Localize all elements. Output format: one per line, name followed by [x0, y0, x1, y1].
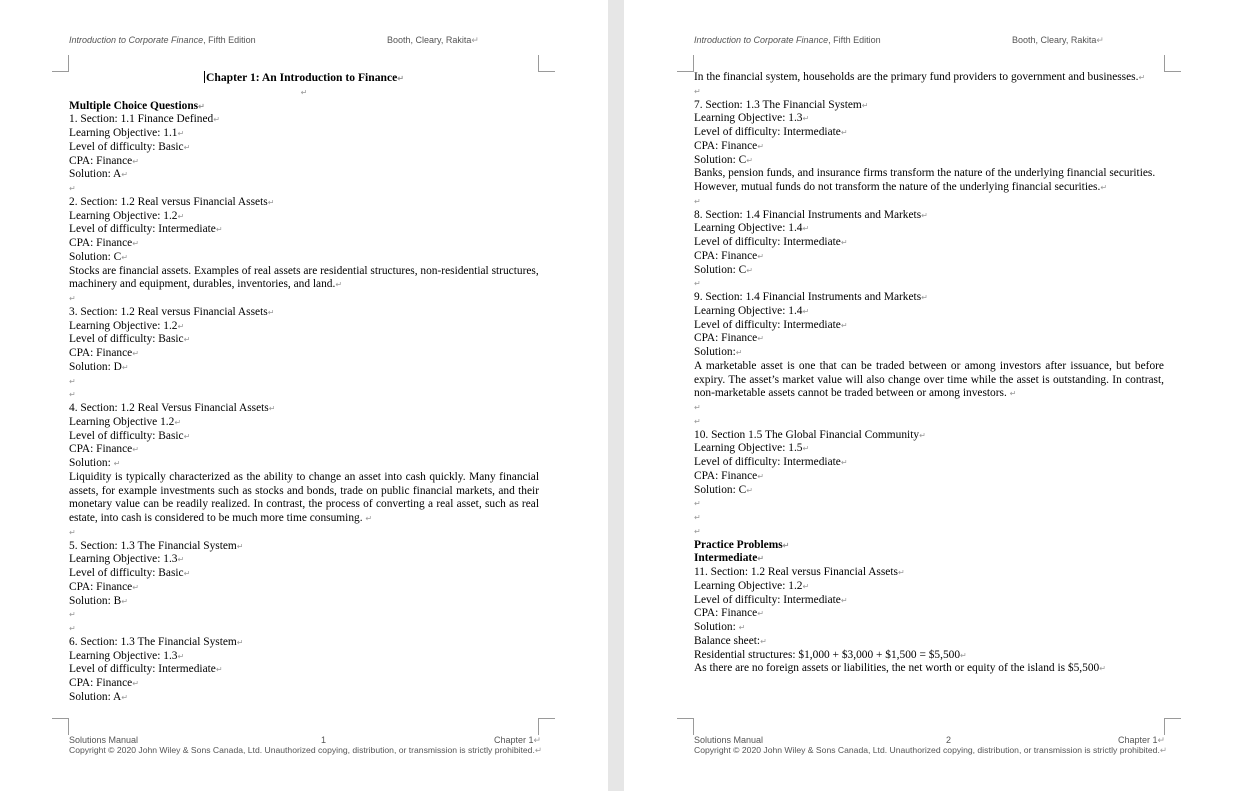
- footer-chapter: Chapter 1↵: [1118, 735, 1166, 745]
- line-text: Learning Objective: 1.3 ↵: [69, 553, 184, 565]
- crop-mark-bottom-left: [677, 718, 694, 735]
- line-text: Level of difficulty: Intermediate ↵: [694, 126, 848, 138]
- footer-chapter: Chapter 1↵: [494, 735, 542, 745]
- line-text: 6. Section: 1.3 The Financial System ↵: [69, 636, 244, 648]
- line-text: Solution: A ↵: [69, 691, 128, 703]
- text-paragraph: [694, 167, 1164, 195]
- footer-copyright: Copyright © 2020 John Wiley & Sons Canada, Ltd. Unauthorized copying, distribution, or transmission is strictly prohibited.↵: [694, 745, 1168, 755]
- chapter-title: [69, 71, 539, 86]
- line-text: 1. Section: 1.1 Finance Defined ↵: [69, 113, 220, 125]
- line-text: [694, 195, 701, 207]
- empty-paragraph: [69, 622, 539, 636]
- text-line: [69, 237, 539, 251]
- line-text: Learning Objective: 1.2 ↵: [69, 210, 184, 222]
- header-authors: Booth, Cleary, Rakita↵: [1012, 35, 1104, 45]
- text-line: [694, 649, 1164, 663]
- text-line: [694, 552, 1164, 566]
- text-line: [69, 663, 539, 677]
- document-page-2[interactable]: [624, 0, 1234, 791]
- line-text: [69, 375, 76, 387]
- text-cursor: [204, 71, 205, 83]
- line-text: Learning Objective: 1.3 ↵: [69, 650, 184, 662]
- footer-chapter-text: Chapter 1: [1118, 735, 1158, 745]
- empty-paragraph: [694, 525, 1164, 539]
- line-text: Level of difficulty: Basic ↵: [69, 567, 190, 579]
- line-text: Solution: ↵: [694, 621, 745, 633]
- text-line: [694, 264, 1164, 278]
- empty-paragraph: [694, 415, 1164, 429]
- text-line: [69, 595, 539, 609]
- header-edition: , Fifth Edition: [203, 35, 256, 45]
- crop-mark-bottom-right: [538, 718, 555, 735]
- line-text: Stocks are financial assets. Examples of real assets are residential structures, non-residential structures, machinery and equipment, durables, inventories, and land. ↵: [69, 265, 539, 291]
- text-line: [69, 347, 539, 361]
- crop-mark-bottom-left: [52, 718, 69, 735]
- text-line: [694, 99, 1164, 113]
- line-text: Solution: ↵: [69, 457, 120, 469]
- text-line: [694, 470, 1164, 484]
- line-text: Learning Objective: 1.1 ↵: [69, 127, 184, 139]
- header-authors-text: Booth, Cleary, Rakita: [387, 35, 472, 45]
- text-line: [69, 251, 539, 265]
- text-line: [694, 222, 1164, 236]
- text-paragraph: [69, 471, 539, 526]
- line-text: Solution: ↵: [694, 346, 742, 358]
- line-text: 2. Section: 1.2 Real versus Financial Assets ↵: [69, 196, 274, 208]
- empty-paragraph: [694, 497, 1164, 511]
- text-line: [694, 209, 1164, 223]
- line-text: CPA: Finance ↵: [694, 607, 764, 619]
- crop-mark-top-left: [677, 55, 694, 72]
- line-text: CPA: Finance ↵: [694, 332, 764, 344]
- text-line: [69, 430, 539, 444]
- text-line: [694, 429, 1164, 443]
- crop-mark-top-left: [52, 55, 69, 72]
- text-line: [694, 580, 1164, 594]
- line-text: [694, 401, 701, 413]
- footer-copyright-text: Copyright © 2020 John Wiley & Sons Canada, Ltd. Unauthorized copying, distribution, or transmission is strictly prohibited.: [694, 745, 1160, 755]
- text-line: [694, 332, 1164, 346]
- line-text: Residential structures: $1,000 + $3,000 + $1,500 = $5,500 ↵: [694, 649, 967, 661]
- header-book-title: [69, 35, 256, 45]
- empty-paragraph: [694, 85, 1164, 99]
- line-text: Level of difficulty: Basic ↵: [69, 333, 190, 345]
- line-text: Level of difficulty: Intermediate ↵: [69, 663, 223, 675]
- text-line: [69, 402, 539, 416]
- page-body[interactable]: [69, 71, 539, 705]
- empty-paragraph: [69, 86, 539, 100]
- header-title-italic: Introduction to Corporate Finance: [694, 35, 829, 45]
- line-text: Solution: B ↵: [69, 595, 128, 607]
- empty-paragraph: [694, 277, 1164, 291]
- text-line: [69, 141, 539, 155]
- crop-mark-bottom-right: [1164, 718, 1181, 735]
- text-line: [69, 636, 539, 650]
- text-line: [69, 361, 539, 375]
- line-text: Learning Objective: 1.3 ↵: [694, 112, 809, 124]
- line-text: Solution: C ↵: [69, 251, 128, 263]
- line-text: Level of difficulty: Intermediate ↵: [694, 319, 848, 331]
- document-page-1[interactable]: [0, 0, 608, 791]
- text-paragraph: [694, 360, 1164, 401]
- line-text: [694, 525, 701, 537]
- chapter-title-text: Chapter 1: An Introduction to Finance ↵: [206, 71, 404, 84]
- line-text: Learning Objective: 1.2 ↵: [694, 580, 809, 592]
- line-text: 5. Section: 1.3 The Financial System ↵: [69, 540, 244, 552]
- line-text: Learning Objective: 1.4 ↵: [694, 305, 809, 317]
- line-text: CPA: Finance ↵: [69, 347, 139, 359]
- line-text: CPA: Finance ↵: [69, 155, 139, 167]
- line-text: [69, 292, 76, 304]
- footer-chapter-text: Chapter 1: [494, 735, 534, 745]
- text-line: [69, 443, 539, 457]
- footer-copyright: Copyright © 2020 John Wiley & Sons Canada, Ltd. Unauthorized copying, distribution, or transmission is strictly prohibited.↵: [69, 745, 543, 755]
- empty-paragraph: [694, 511, 1164, 525]
- empty-paragraph: [694, 401, 1164, 415]
- line-text: CPA: Finance ↵: [69, 677, 139, 689]
- line-text: CPA: Finance ↵: [694, 250, 764, 262]
- line-text: [694, 277, 701, 289]
- line-text: CPA: Finance ↵: [69, 443, 139, 455]
- line-text: Intermediate ↵: [694, 552, 764, 564]
- text-line: [69, 677, 539, 691]
- line-text: Learning Objective 1.2 ↵: [69, 416, 181, 428]
- line-text: Level of difficulty: Intermediate ↵: [69, 223, 223, 235]
- empty-paragraph: [69, 375, 539, 389]
- header-edition: , Fifth Edition: [828, 35, 881, 45]
- line-text: Level of difficulty: Intermediate ↵: [694, 236, 848, 248]
- crop-mark-top-right: [538, 55, 555, 72]
- line-text: [69, 608, 76, 620]
- line-text: [694, 511, 701, 523]
- text-line: [694, 635, 1164, 649]
- text-line: [694, 291, 1164, 305]
- empty-paragraph: [69, 292, 539, 306]
- line-text: [694, 85, 701, 97]
- text-line: [694, 236, 1164, 250]
- empty-paragraph: [69, 388, 539, 402]
- line-text: [69, 622, 76, 634]
- line-text: Practice Problems ↵: [694, 539, 789, 551]
- empty-paragraph: [69, 182, 539, 196]
- line-text: CPA: Finance ↵: [694, 470, 764, 482]
- line-text: 7. Section: 1.3 The Financial System ↵: [694, 99, 869, 111]
- empty-paragraph: [694, 195, 1164, 209]
- line-text: As there are no foreign assets or liabilities, the net worth or equity of the island is $5,500 ↵: [694, 662, 1106, 674]
- text-line: [69, 210, 539, 224]
- text-line: [694, 154, 1164, 168]
- line-text: CPA: Finance ↵: [69, 237, 139, 249]
- text-line: [69, 155, 539, 169]
- text-line: [69, 113, 539, 127]
- text-line: [69, 540, 539, 554]
- text-line: [69, 333, 539, 347]
- footer-copyright-text: Copyright © 2020 John Wiley & Sons Canada, Ltd. Unauthorized copying, distribution, or transmission is strictly prohibited.: [69, 745, 535, 755]
- text-line: [69, 553, 539, 567]
- header-authors-text: Booth, Cleary, Rakita: [1012, 35, 1097, 45]
- line-text: [69, 182, 76, 194]
- text-line: [694, 250, 1164, 264]
- header-title-italic: Introduction to Corporate Finance: [69, 35, 204, 45]
- empty-paragraph: [69, 608, 539, 622]
- text-line: [69, 196, 539, 210]
- text-line: [69, 320, 539, 334]
- line-text: Learning Objective: 1.5 ↵: [694, 442, 809, 454]
- text-line: [694, 484, 1164, 498]
- text-line: [69, 223, 539, 237]
- line-text: 4. Section: 1.2 Real Versus Financial Assets ↵: [69, 402, 275, 414]
- line-text: [694, 497, 701, 509]
- footer-left: Solutions Manual: [694, 735, 764, 745]
- line-text: CPA: Finance ↵: [694, 140, 764, 152]
- page2-content: [694, 71, 1164, 676]
- text-line: [694, 140, 1164, 154]
- line-text: Multiple Choice Questions ↵: [69, 100, 205, 112]
- text-line: [69, 567, 539, 581]
- text-line: [694, 319, 1164, 333]
- text-line: [69, 100, 539, 114]
- text-line: [69, 581, 539, 595]
- text-line: [69, 168, 539, 182]
- line-text: Solution: D ↵: [69, 361, 129, 373]
- footer-page-number: 2: [946, 735, 952, 745]
- text-line: [694, 305, 1164, 319]
- text-line: [694, 621, 1164, 635]
- text-line: [694, 594, 1164, 608]
- text-line: [694, 442, 1164, 456]
- text-line: [69, 306, 539, 320]
- line-text: 11. Section: 1.2 Real versus Financial Assets ↵: [694, 566, 905, 578]
- crop-mark-top-right: [1164, 55, 1181, 72]
- line-text: Banks, pension funds, and insurance firms transform the nature of the underlying financial securities. However, mutual funds do not transform the nature of the underlying financial securities. ↵: [694, 167, 1155, 193]
- text-paragraph: [69, 265, 539, 293]
- line-text: Level of difficulty: Basic ↵: [69, 141, 190, 153]
- text-line: [694, 126, 1164, 140]
- line-text: [69, 388, 76, 400]
- line-text: Solution: C ↵: [694, 484, 753, 496]
- empty-paragraph: [69, 526, 539, 540]
- footer-page-number: 1: [321, 735, 327, 745]
- text-line: [69, 650, 539, 664]
- text-line: [694, 112, 1164, 126]
- line-text: Learning Objective: 1.4 ↵: [694, 222, 809, 234]
- header-authors: Booth, Cleary, Rakita↵: [387, 35, 479, 45]
- line-text: Solution: C ↵: [694, 264, 753, 276]
- line-text: Solution: C ↵: [694, 154, 753, 166]
- line-text: 9. Section: 1.4 Financial Instruments and Markets ↵: [694, 291, 928, 303]
- line-text: Level of difficulty: Intermediate ↵: [694, 456, 848, 468]
- line-text: Level of difficulty: Basic ↵: [69, 430, 190, 442]
- text-line: [69, 691, 539, 705]
- line-text: 8. Section: 1.4 Financial Instruments and Markets ↵: [694, 209, 928, 221]
- line-text: CPA: Finance ↵: [69, 581, 139, 593]
- line-text: Solution: A ↵: [69, 168, 128, 180]
- text-line: [694, 346, 1164, 360]
- text-line: [694, 566, 1164, 580]
- header-book-title: [694, 35, 881, 45]
- line-text: Liquidity is typically characterized as the ability to change an asset into cash quickly. Many financial assets, for example investments such as stocks and bonds, trade on public financial markets, and their monetary value can be readily realized. In contrast, the process of converting a real asset, such as real estate, into cash is considered to be much more time consuming. ↵: [69, 471, 539, 524]
- line-text: Level of difficulty: Intermediate ↵: [694, 594, 848, 606]
- text-line: [694, 662, 1164, 676]
- line-text: [69, 526, 76, 538]
- text-line: [69, 416, 539, 430]
- page-body[interactable]: [694, 71, 1164, 676]
- text-paragraph: [694, 71, 1164, 85]
- line-text: 10. Section 1.5 The Global Financial Community ↵: [694, 429, 926, 441]
- text-line: [69, 127, 539, 141]
- line-text: Balance sheet: ↵: [694, 635, 767, 647]
- text-line: [694, 456, 1164, 470]
- text-line: [694, 607, 1164, 621]
- line-text: [694, 415, 701, 427]
- footer-left: Solutions Manual: [69, 735, 139, 745]
- line-text: In the financial system, households are the primary fund providers to government and businesses. ↵: [694, 71, 1145, 83]
- line-text: 3. Section: 1.2 Real versus Financial Assets ↵: [69, 306, 274, 318]
- line-text: A marketable asset is one that can be traded between or among investors after issuance, but before expiry. The asset’s market value will also change over time while the asset is outstanding. In contrast, non-marketable assets cannot be traded between or among investors. ↵: [694, 360, 1164, 400]
- page1-content: [69, 100, 539, 705]
- line-text: Learning Objective: 1.2 ↵: [69, 320, 184, 332]
- text-line: [694, 539, 1164, 553]
- text-line: [69, 457, 539, 471]
